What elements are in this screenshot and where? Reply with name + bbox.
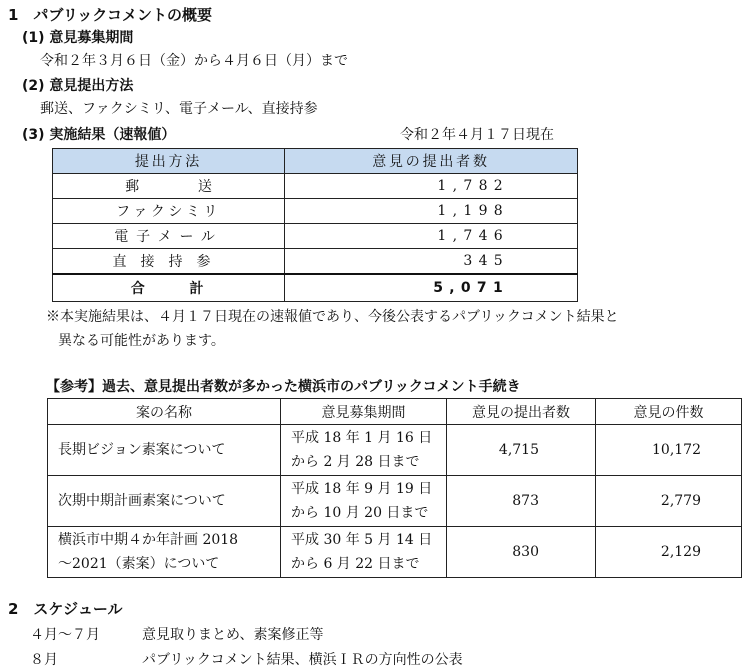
as-of-date: 令和２年４月１７日現在 (400, 127, 554, 143)
opinions-cell: 2,129 (596, 527, 742, 578)
subsection-1-heading: (1) 意見募集期間 (22, 30, 134, 46)
schedule-period: ８月 (30, 652, 58, 668)
header-name: 案の名称 (48, 399, 281, 425)
total-label: 合計 (53, 274, 285, 302)
table-total-row (53, 274, 578, 302)
section-2-heading: 2 スケジュール (8, 600, 123, 618)
method-cell: 電子メール (53, 224, 285, 249)
name-line-2: ～2021（素案）について (58, 556, 220, 572)
submitters-cell: 4,715 (447, 425, 596, 476)
period-line-1: 平成 18 年 1 月 16 日 (291, 430, 433, 446)
table-row (53, 199, 578, 224)
header-period: 意見募集期間 (281, 399, 447, 425)
name-cell (48, 425, 281, 476)
method-cell: 郵送 (53, 174, 285, 199)
count-cell: 1,198 (285, 199, 578, 224)
note-line-1: ※本実施結果は、４月１７日現在の速報値であり、今後公表するパブリックコメント結果と (46, 309, 619, 325)
period-line-1: 平成 30 年 5 月 14 日 (291, 532, 433, 548)
schedule-text: 意見取りまとめ、素案修正等 (142, 627, 324, 643)
name-cell (48, 476, 281, 527)
period-cell (281, 476, 447, 527)
opinions-cell: 10,172 (596, 425, 742, 476)
table-row (48, 425, 742, 476)
subsection-1-text: 令和２年３月６日（金）から４月６日（月）まで (40, 53, 348, 69)
subsection-2-text: 郵送、ファクシミリ、電子メール、直接持参 (40, 101, 318, 117)
name-line-1: 次期中期計画素案について (58, 493, 226, 509)
name-cell (48, 527, 281, 578)
table-row (53, 174, 578, 199)
header-method: 提出方法 (53, 149, 285, 174)
note-line-2: 異なる可能性があります。 (58, 333, 225, 349)
table-row (53, 224, 578, 249)
results-table (52, 148, 578, 302)
reference-table (47, 398, 742, 578)
total-count: 5,071 (285, 274, 578, 302)
table-header-row (53, 149, 578, 174)
count-cell: 345 (285, 249, 578, 275)
table-row (48, 476, 742, 527)
name-line-1: 横浜市中期４か年計画 2018 (58, 532, 239, 548)
submitters-cell: 830 (447, 527, 596, 578)
table-row (48, 527, 742, 578)
method-cell: ファクシミリ (53, 199, 285, 224)
header-submitters: 意見の提出者数 (447, 399, 596, 425)
schedule-text: パブリックコメント結果、横浜ＩＲの方向性の公表 (142, 652, 463, 668)
schedule-period: ４月～７月 (30, 627, 100, 643)
count-cell: 1,746 (285, 224, 578, 249)
period-line-1: 平成 18 年 9 月 19 日 (291, 481, 433, 497)
table-row (53, 249, 578, 275)
reference-heading: 【参考】過去、意見提出者数が多かった横浜市のパブリックコメント手続き (46, 379, 521, 395)
header-opinions: 意見の件数 (596, 399, 742, 425)
period-line-2: から 2 月 28 日まで (291, 454, 420, 470)
period-cell (281, 527, 447, 578)
subsection-2-heading: (2) 意見提出方法 (22, 78, 134, 94)
period-cell (281, 425, 447, 476)
section-1-heading: 1 パブリックコメントの概要 (8, 6, 212, 24)
method-cell: 直接持参 (53, 249, 285, 275)
period-line-2: から 10 月 20 日まで (291, 505, 429, 521)
period-line-2: から 6 月 22 日まで (291, 556, 420, 572)
table-header-row (48, 399, 742, 425)
submitters-cell: 873 (447, 476, 596, 527)
count-cell: 1,782 (285, 174, 578, 199)
name-line-1: 長期ビジョン素案について (58, 442, 226, 458)
header-count: 意見の提出者数 (285, 149, 578, 174)
opinions-cell: 2,779 (596, 476, 742, 527)
subsection-3-heading: (3) 実施結果（速報値） (22, 127, 176, 143)
